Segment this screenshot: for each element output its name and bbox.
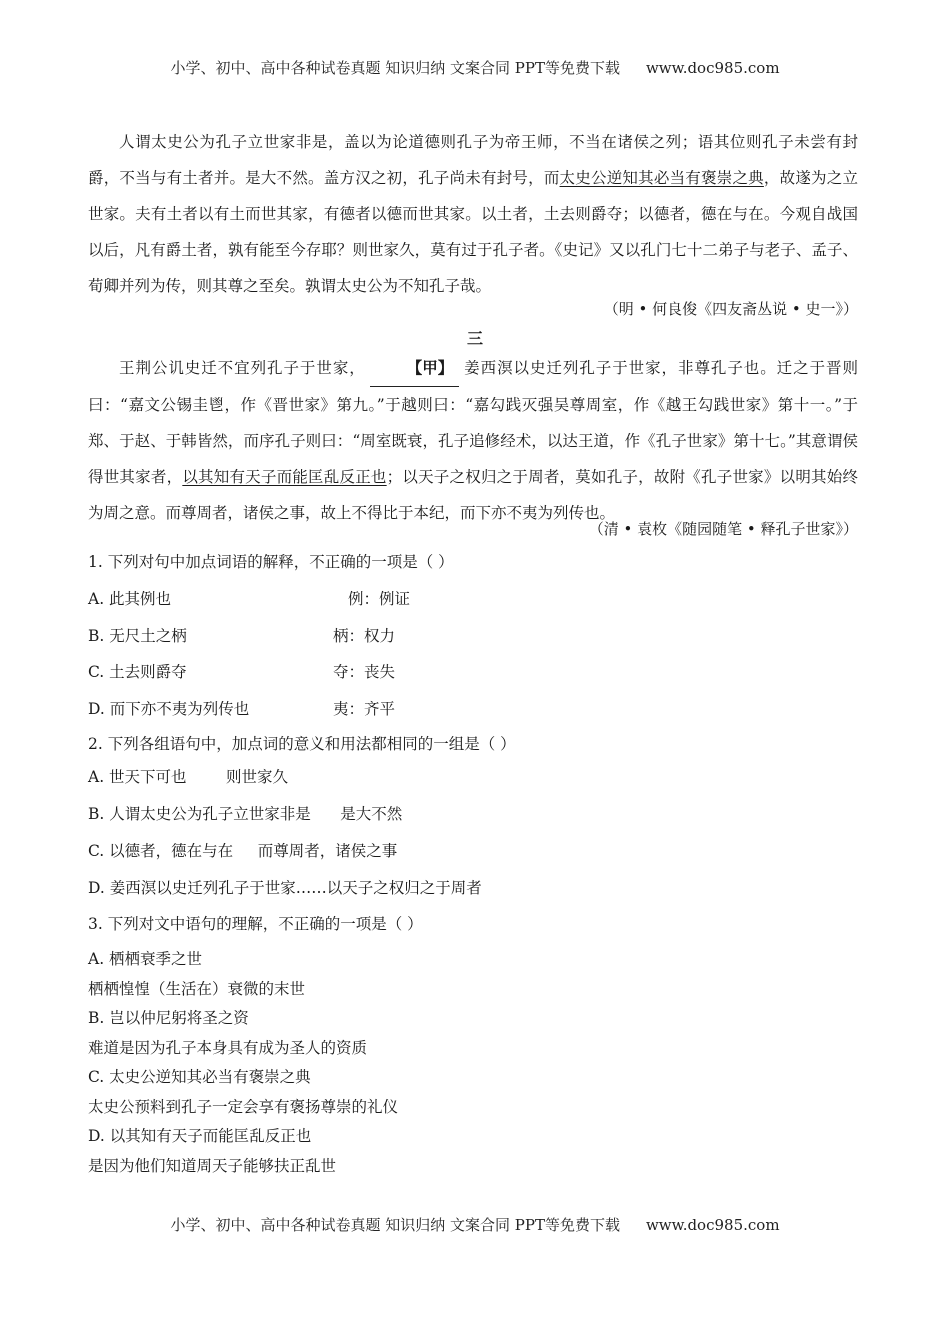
q3-line-5: C. 太史公逆知其必当有褒崇之典	[88, 1068, 311, 1086]
q1-option-c: C. 土去则爵夺	[88, 663, 187, 681]
question-3-stem: 3. 下列对文中语句的理解，不正确的一项是（ ）	[88, 915, 423, 933]
passage-three	[88, 350, 858, 531]
q2-option-d: D. 姜西溟以史迁列孔子于世家……以天子之权归之于周者	[88, 879, 482, 897]
q1-option-b-gloss: 柄：权力	[333, 627, 396, 645]
passage-three-source: （清 • 袁枚《随园随笔 • 释孔子世家》）	[588, 520, 858, 538]
q3-line-1: A. 栖栖衰季之世	[88, 950, 203, 968]
header-url[interactable]: www.doc985.com	[645, 59, 780, 77]
question-1-stem: 1. 下列对句中加点词语的解释，不正确的一项是（ ）	[88, 553, 454, 571]
passage-two	[88, 124, 858, 304]
page-header	[0, 57, 950, 78]
passage-three-text-2: 姜西溟以史迁列孔子于世家，非尊孔子也。迁之于晋则曰：“嘉文公锡圭鬯，作《晋世家》第九。”于越则曰：“嘉勾践灭强吴尊周室，作《越王勾践世家》第十一。”于郑、于赵、于韩皆然，而序孔子则曰：“周室既衰，孔子追修经术，以达王道，作《孔子世家》第十七。”其意谓侯得世其家者，	[88, 359, 858, 486]
passage-three-text-1: 王荆公讥史迁不宜列孔子于世家，	[119, 359, 366, 377]
question-2-stem: 2. 下列各组语句中，加点词的意义和用法都相同的一组是（ ）	[88, 735, 516, 753]
blank-jia: 【甲】	[370, 350, 460, 387]
q1-option-b: B. 无尺土之柄	[88, 627, 187, 645]
passage-two-text-2: ，故遂为之立世家。夫有土者以有土而世其家，有德者以德而世其家。以土者，土去则爵夺；以德者，德在与在。今观自战国以后，凡有爵土者，孰有能至今存耶？则世家久，莫有过于孔子者。《史记》又以孔门七十二弟子与老子、孟子、荀卿并列为传，则其尊之至矣。孰谓太史公为不知孔子哉。	[88, 169, 858, 295]
q3-line-3: B. 岂以仲尼躬将圣之资	[88, 1009, 249, 1027]
passage-three-underlined: 以其知有天子而能匡乱反正也	[182, 468, 387, 486]
q1-option-d: D. 而下亦不夷为列传也	[88, 700, 250, 718]
passage-two-text-1: 人谓太史公为孔子立世家非是，盖以为论道德则孔子为帝王师，不当在诸侯之列；语其位则孔子未尝有封爵，不当与有土者并。是大不然。盖方汉之初，孔子尚未有封号，而	[88, 133, 858, 187]
q2-option-b: B. 人谓太史公为孔子立世家非是 是大不然	[88, 805, 403, 823]
q2-option-a: A. 世天下可也 则世家久	[88, 768, 288, 786]
q1-option-d-gloss: 夷：齐平	[333, 700, 396, 718]
q3-line-4: 难道是因为孔子本身具有成为圣人的资质	[88, 1039, 368, 1057]
footer-url[interactable]: www.doc985.com	[645, 1216, 780, 1234]
q3-line-6: 太史公预料到孔子一定会享有褒扬尊崇的礼仪	[88, 1098, 399, 1116]
q1-option-c-gloss: 夺：丧失	[333, 663, 396, 681]
section-three-title: 三	[466, 329, 483, 348]
q3-line-8: 是因为他们知道周天子能够扶正乱世	[88, 1157, 337, 1175]
passage-three-text-3: ；以天子之权归之于周者，莫如孔子，故附《孔子世家》以明其始终为周之意。而尊周者，诸侯之事，故上不得比于本纪，而下亦不夷为列传也。	[88, 468, 858, 522]
footer-text: 小学、初中、高中各种试卷真题 知识归纳 文案合同 PPT等免费下载	[170, 1216, 620, 1234]
page-footer	[0, 1214, 950, 1235]
q1-option-a-gloss: 例：例证	[348, 590, 411, 608]
header-text: 小学、初中、高中各种试卷真题 知识归纳 文案合同 PPT等免费下载	[170, 59, 620, 77]
passage-two-source: （明 • 何良俊《四友斋丛说 • 史一》）	[603, 300, 858, 318]
q3-line-2: 栖栖惶惶（生活在）衰微的末世	[88, 980, 306, 998]
q1-option-a: A. 此其例也	[88, 590, 172, 608]
passage-two-underlined: 太史公逆知其必当有褒崇之典	[559, 169, 764, 187]
q3-line-7: D. 以其知有天子而能匡乱反正也	[88, 1127, 312, 1145]
q2-option-c: C. 以德者，德在与在 而尊周者，诸侯之事	[88, 842, 398, 860]
